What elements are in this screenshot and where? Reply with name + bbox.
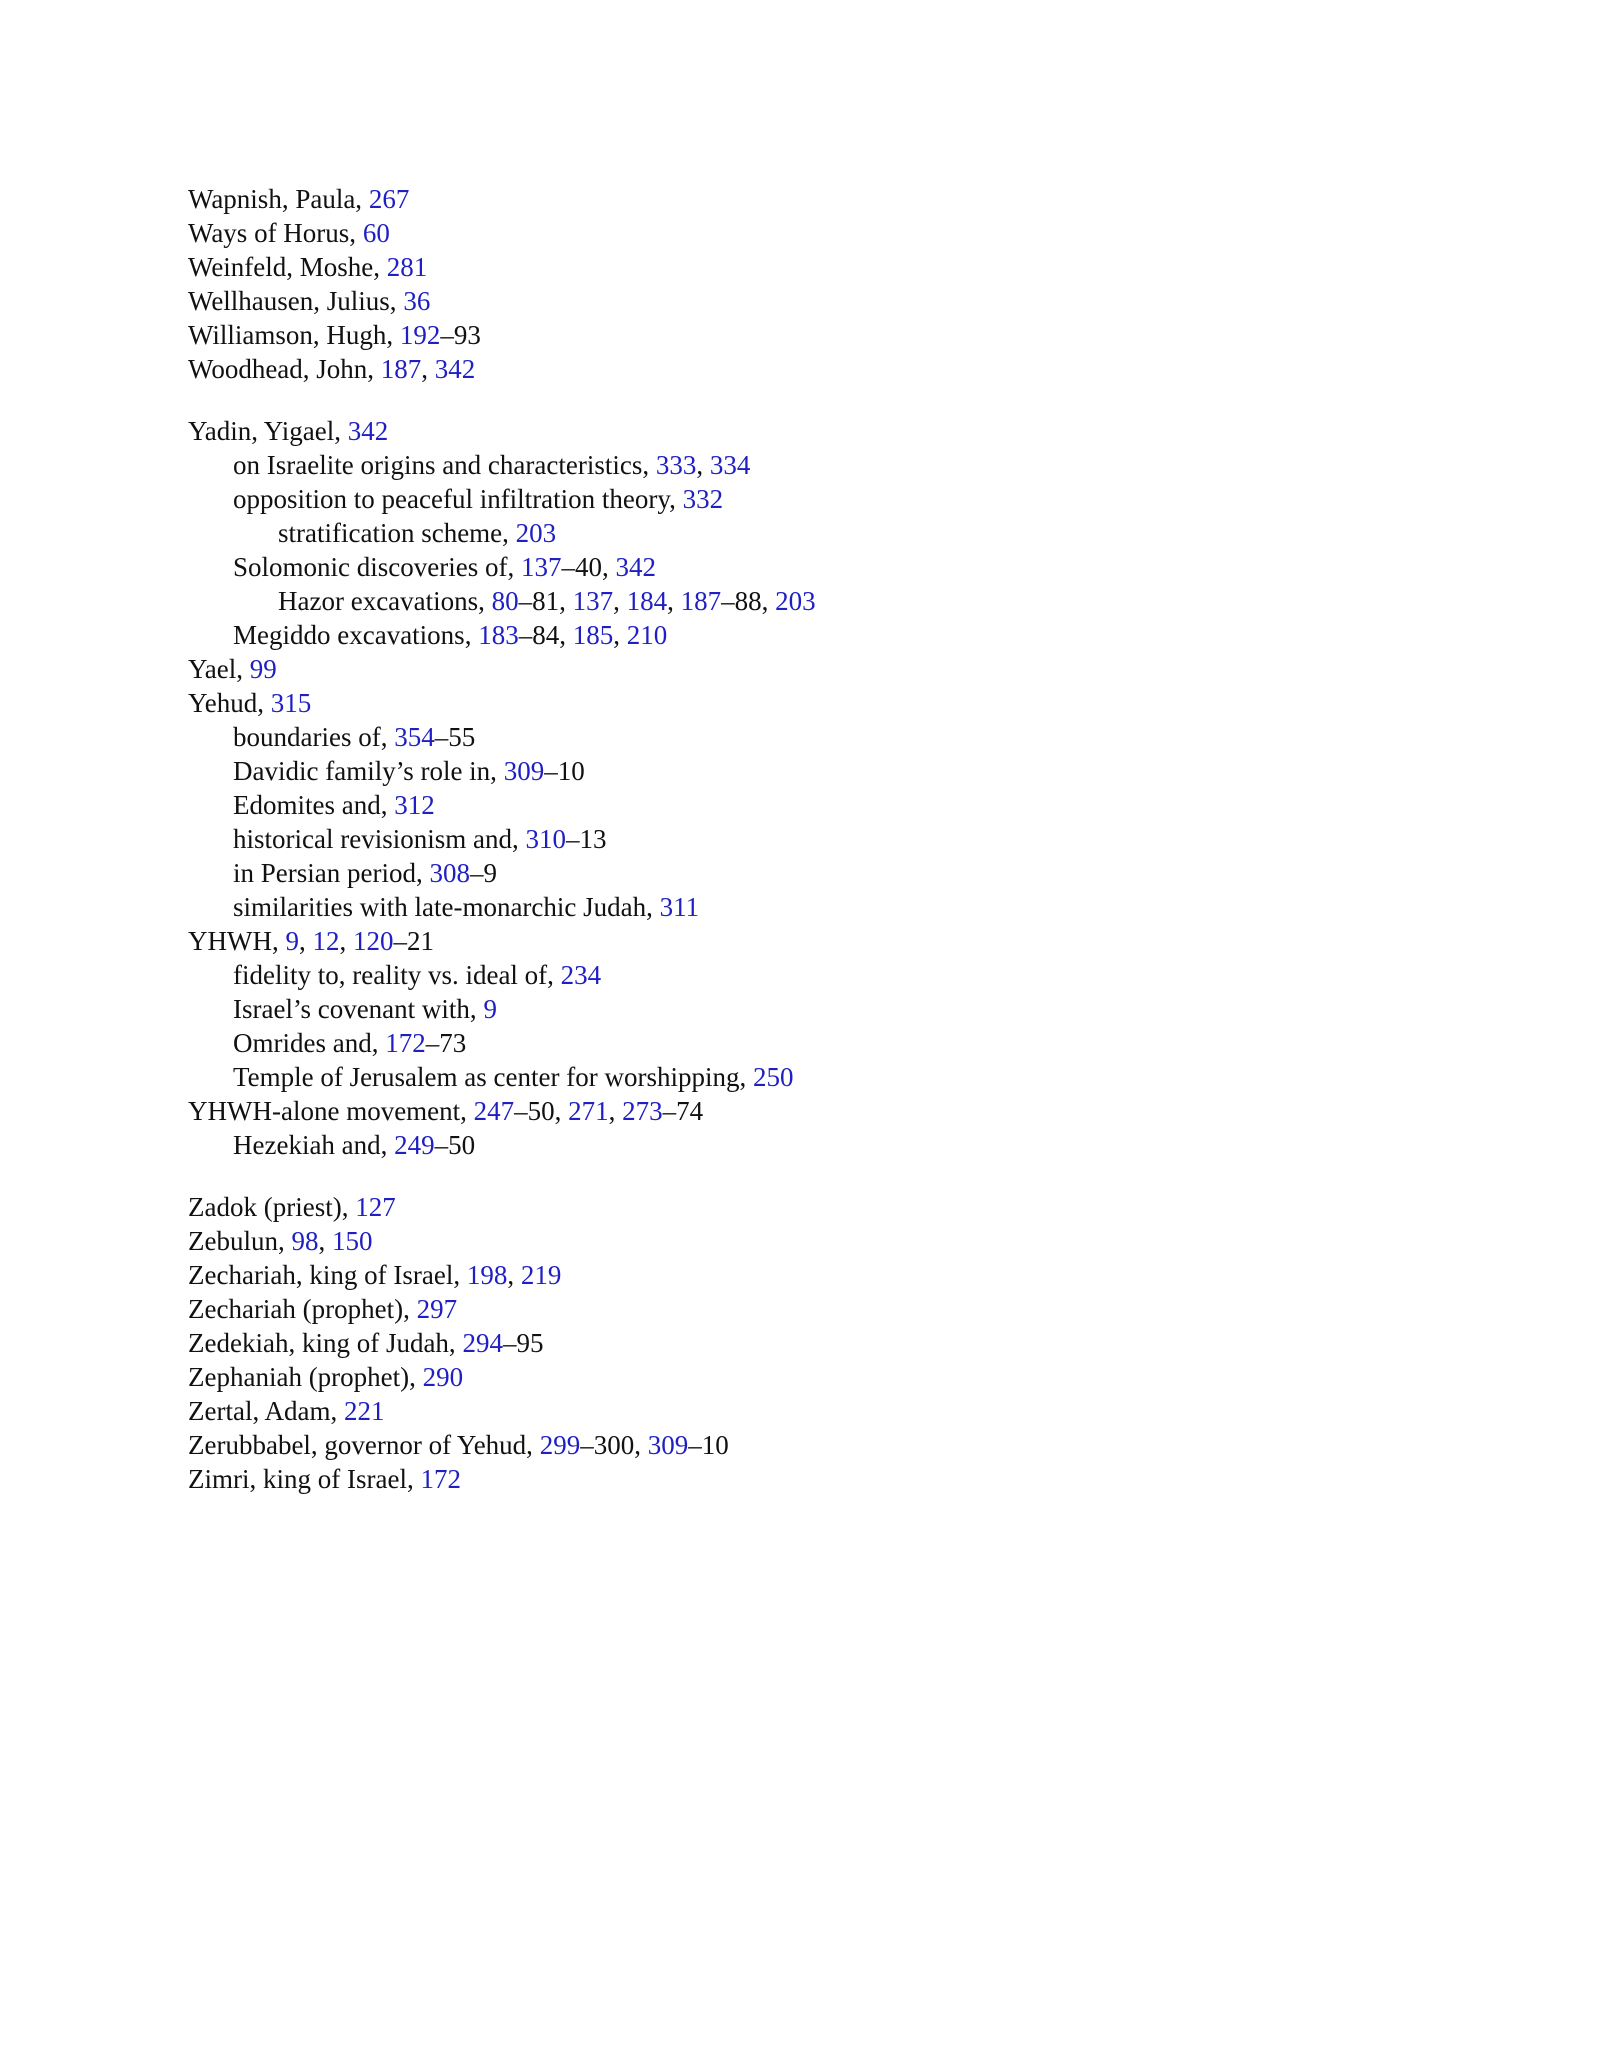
entry-text: –95 <box>502 1328 544 1358</box>
entry-text: –10 <box>688 1430 729 1460</box>
page-reference-link[interactable]: 297 <box>416 1294 458 1324</box>
section-gap <box>188 386 1388 414</box>
entry-text: Zebulun, <box>188 1226 292 1256</box>
page-reference-link[interactable]: 273 <box>622 1096 663 1126</box>
index-page <box>188 182 1388 1496</box>
entry-text: Zechariah (prophet), <box>188 1294 417 1324</box>
entry-text: Zadok (priest), <box>188 1192 356 1222</box>
entry-text: Ways of Horus, <box>188 218 363 248</box>
entry-text: Wapnish, Paula, <box>188 184 369 214</box>
page-reference-link[interactable]: 267 <box>368 184 410 214</box>
entry-text: , <box>507 1260 521 1290</box>
entry-text: , <box>613 620 627 650</box>
index-subentry <box>188 822 1388 856</box>
page-reference-link[interactable]: 210 <box>626 620 668 650</box>
index-subentry <box>188 482 1388 516</box>
index-entry <box>188 1462 1388 1496</box>
entry-text: –93 <box>440 320 481 350</box>
entry-text: –50, <box>514 1096 569 1126</box>
page-reference-link[interactable]: 137 <box>572 586 614 616</box>
page-reference-link[interactable]: 234 <box>560 960 602 990</box>
index-entry <box>188 182 1388 216</box>
page-reference-link[interactable]: 183 <box>478 620 519 650</box>
entry-text: –21 <box>393 926 434 956</box>
index-entry <box>188 924 1388 958</box>
index-entry <box>188 1360 1388 1394</box>
index-subentry <box>188 1128 1388 1162</box>
index-entry <box>188 318 1388 352</box>
entry-text: Williamson, Hugh, <box>188 320 400 350</box>
page-reference-link[interactable]: 342 <box>615 552 656 582</box>
entry-text: similarities with late-monarchic Judah, <box>233 892 660 922</box>
page-reference-link[interactable]: 309 <box>647 1430 689 1460</box>
entry-text: Yehud, <box>188 688 271 718</box>
page-reference-link[interactable]: 342 <box>347 416 389 446</box>
index-subentry <box>188 448 1388 482</box>
index-entry <box>188 284 1388 318</box>
index-entry <box>188 216 1388 250</box>
index-subentry <box>188 720 1388 754</box>
entry-text: on Israelite origins and characteristics, <box>233 450 656 480</box>
page-reference-link[interactable]: 342 <box>434 354 476 384</box>
entry-text: –50 <box>434 1130 476 1160</box>
index-subentry <box>188 550 1388 584</box>
page-reference-link[interactable]: 250 <box>752 1062 794 1092</box>
index-entry <box>188 1292 1388 1326</box>
page-reference-link[interactable]: 309 <box>503 756 545 786</box>
entry-text: Davidic family’s role in, <box>233 756 504 786</box>
index-entry <box>188 1394 1388 1428</box>
entry-text: fidelity to, reality vs. ideal of, <box>233 960 561 990</box>
entry-text: Temple of Jerusalem as center for worshipping, <box>233 1062 753 1092</box>
page-reference-link[interactable]: 310 <box>525 824 566 854</box>
entry-text: –88, <box>721 586 776 616</box>
entry-text: , <box>608 1096 623 1126</box>
page-reference-link[interactable]: 150 <box>331 1226 373 1256</box>
entry-text: YHWH, <box>188 926 286 956</box>
entry-text: , <box>339 926 353 956</box>
entry-text: –84, <box>518 620 573 650</box>
entry-text: –74 <box>662 1096 704 1126</box>
page-reference-link[interactable]: 187 <box>680 586 722 616</box>
index-entry <box>188 1326 1388 1360</box>
page-reference-link[interactable]: 127 <box>355 1192 396 1222</box>
index-entry <box>188 1428 1388 1462</box>
entry-text: Wellhausen, Julius, <box>188 286 404 316</box>
index-section <box>188 1190 1388 1496</box>
index-subentry <box>188 856 1388 890</box>
entry-text: , <box>696 450 710 480</box>
section-gap <box>188 1162 1388 1190</box>
page-reference-link[interactable]: 99 <box>249 654 277 684</box>
entry-text: , <box>298 926 313 956</box>
page-reference-link[interactable]: 203 <box>515 518 557 548</box>
page-reference-link[interactable]: 290 <box>422 1362 464 1392</box>
entry-text: –40, <box>561 552 616 582</box>
entry-text: Zedekiah, king of Judah, <box>188 1328 463 1358</box>
index-entry <box>188 686 1388 720</box>
page-reference-link[interactable]: 249 <box>394 1130 435 1160</box>
page-reference-link[interactable]: 9 <box>483 994 497 1024</box>
entry-text: Zertal, Adam, <box>188 1396 344 1426</box>
index-entry <box>188 1190 1388 1224</box>
entry-text: Zerubbabel, governor of Yehud, <box>188 1430 540 1460</box>
index-subentry <box>188 1060 1388 1094</box>
page-reference-link[interactable]: 315 <box>270 688 312 718</box>
page-reference-link[interactable]: 332 <box>682 484 724 514</box>
index-subentry <box>188 1026 1388 1060</box>
entry-text: –81, <box>518 586 573 616</box>
index-entry <box>188 652 1388 686</box>
page-reference-link[interactable]: 311 <box>659 892 700 922</box>
entry-text: boundaries of, <box>233 722 395 752</box>
index-section <box>188 414 1388 1162</box>
page-reference-link[interactable]: 36 <box>403 286 431 316</box>
page-reference-link[interactable]: 333 <box>655 450 697 480</box>
page-reference-link[interactable]: 9 <box>285 926 299 956</box>
index-entry <box>188 414 1388 448</box>
entry-text: –10 <box>544 756 585 786</box>
page-reference-link[interactable]: 299 <box>539 1430 581 1460</box>
index-subentry <box>188 584 1388 618</box>
page-reference-link[interactable]: 271 <box>568 1096 609 1126</box>
entry-text: Zimri, king of Israel, <box>188 1464 421 1494</box>
entry-text: Solomonic discoveries of, <box>233 552 521 582</box>
index-subentry <box>188 618 1388 652</box>
page-reference-link[interactable]: 308 <box>429 858 470 888</box>
entry-text: –55 <box>434 722 476 752</box>
index-subentry <box>188 890 1388 924</box>
entry-text: Yael, <box>188 654 250 684</box>
page-reference-link[interactable]: 187 <box>380 354 422 384</box>
index-entry <box>188 352 1388 386</box>
page-reference-link[interactable]: 60 <box>362 218 390 248</box>
index-subentry <box>188 958 1388 992</box>
page-reference-link[interactable]: 12 <box>312 926 340 956</box>
entry-text: Hazor excavations, <box>278 586 492 616</box>
entry-text: stratification scheme, <box>278 518 516 548</box>
page-reference-link[interactable]: 281 <box>386 252 428 282</box>
entry-text: , <box>667 586 681 616</box>
entry-text: Edomites and, <box>233 790 395 820</box>
page-reference-link[interactable]: 120 <box>352 926 394 956</box>
page-reference-link[interactable]: 184 <box>626 586 668 616</box>
page-reference-link[interactable]: 172 <box>385 1028 426 1058</box>
entry-text: , <box>318 1226 332 1256</box>
entry-text: Megiddo excavations, <box>233 620 479 650</box>
entry-text: opposition to peaceful infiltration theory, <box>233 484 683 514</box>
entry-text: historical revisionism and, <box>233 824 526 854</box>
entry-text: –300, <box>580 1430 648 1460</box>
entry-text: Hezekiah and, <box>233 1130 395 1160</box>
entry-text: Zechariah, king of Israel, <box>188 1260 467 1290</box>
page-reference-link[interactable]: 334 <box>709 450 751 480</box>
page-reference-link[interactable]: 312 <box>394 790 435 820</box>
page-reference-link[interactable]: 247 <box>473 1096 515 1126</box>
page-reference-link[interactable]: 185 <box>572 620 614 650</box>
entry-text: , <box>421 354 435 384</box>
page-reference-link[interactable]: 80 <box>491 586 519 616</box>
entry-text: Yadin, Yigael, <box>188 416 348 446</box>
index-entry <box>188 1094 1388 1128</box>
entry-text: Omrides and, <box>233 1028 386 1058</box>
index-entry <box>188 1258 1388 1292</box>
entry-text: –13 <box>565 824 607 854</box>
entry-text: Weinfeld, Moshe, <box>188 252 387 282</box>
page-reference-link[interactable]: 98 <box>291 1226 319 1256</box>
index-subentry <box>188 754 1388 788</box>
page-reference-link[interactable]: 219 <box>520 1260 562 1290</box>
entry-text: Israel’s covenant with, <box>233 994 484 1024</box>
page-reference-link[interactable]: 221 <box>343 1396 385 1426</box>
index-section <box>188 182 1388 386</box>
entry-text: , <box>613 586 627 616</box>
index-subentry <box>188 788 1388 822</box>
entry-text: –9 <box>469 858 497 888</box>
entry-text: –73 <box>425 1028 467 1058</box>
index-entry <box>188 250 1388 284</box>
entry-text: in Persian period, <box>233 858 430 888</box>
page-reference-link[interactable]: 137 <box>520 552 562 582</box>
index-entry <box>188 1224 1388 1258</box>
entry-text: Zephaniah (prophet), <box>188 1362 423 1392</box>
page-reference-link[interactable]: 203 <box>775 586 816 616</box>
index-subentry <box>188 992 1388 1026</box>
entry-text: YHWH-alone movement, <box>188 1096 474 1126</box>
index-subentry <box>188 516 1388 550</box>
page-reference-link[interactable]: 294 <box>462 1328 503 1358</box>
page-reference-link[interactable]: 192 <box>399 320 441 350</box>
page-reference-link[interactable]: 172 <box>420 1464 461 1494</box>
page-reference-link[interactable]: 198 <box>466 1260 508 1290</box>
page-reference-link[interactable]: 354 <box>394 722 435 752</box>
entry-text: Woodhead, John, <box>188 354 381 384</box>
